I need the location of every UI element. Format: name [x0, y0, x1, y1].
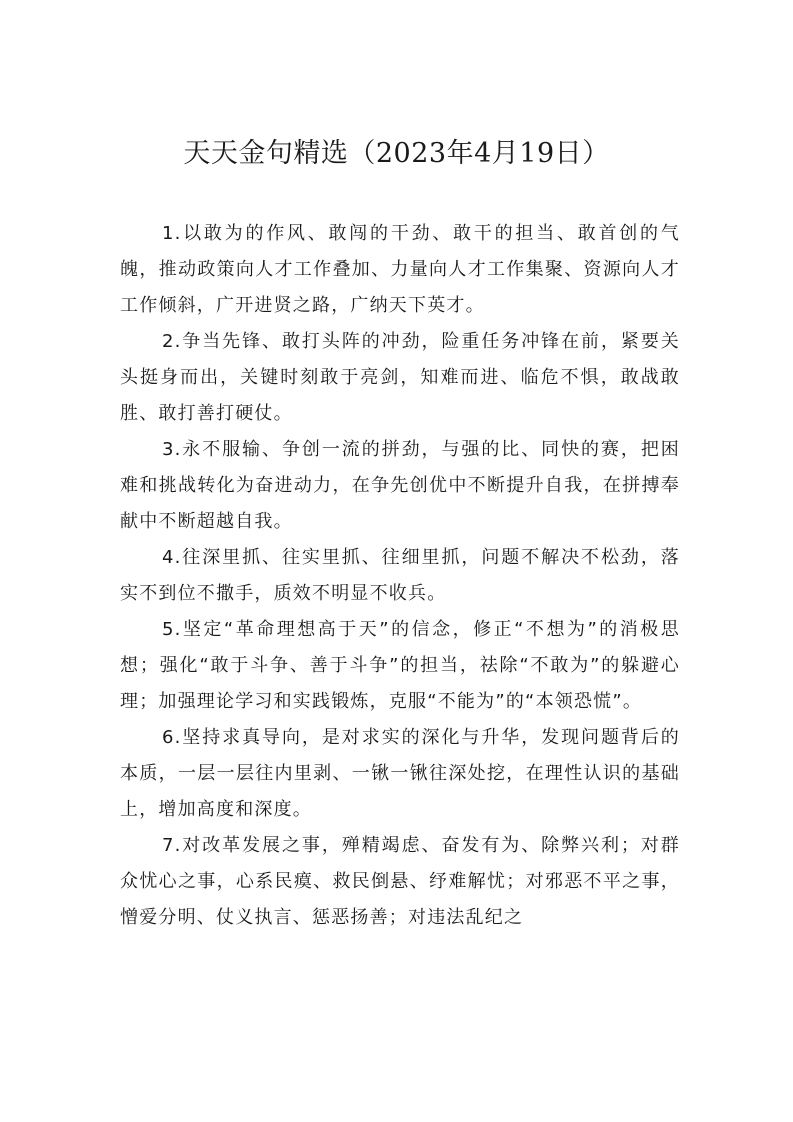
document-title: 天天金句精选（2023年4月19日）: [183, 138, 610, 169]
paragraph-3: 3.永不服输、争创一流的拼劲，与强的比、同快的赛，把困难和挑战转化为奋进动力，在争先创优中不断提升自我，在拼搏奉献中不断超越自我。: [120, 439, 680, 532]
document-body: [120, 216, 680, 936]
paragraph-1: 1.以敢为的作风、敢闯的干劲、敢干的担当、敢首创的气魄，推动政策向人才工作叠加、力量向人才工作集聚、资源向人才工作倾斜，广开进贤之路，广纳天下英才。: [120, 223, 680, 316]
paragraph-6: 6.坚持求真导向，是对求实的深化与升华，发现问题背后的本质，一层一层往内里剥、一锹一锹往深处挖，在理性认识的基础上，增加高度和深度。: [120, 727, 680, 820]
paragraph-4: 4.往深里抓、往实里抓、往细里抓，问题不解决不松劲，落实不到位不撒手，质效不明显不收兵。: [120, 547, 680, 604]
paragraph-5: 5.坚定“革命理想高于天”的信念，修正“不想为”的消极思想；强化“敢于斗争、善于斗争”的担当，祛除“不敢为”的躲避心理；加强理论学习和实践锻炼，克服“不能为”的“本领恐慌”。: [120, 619, 680, 712]
paragraph-2: 2.争当先锋、敢打头阵的冲劲，险重任务冲锋在前，紧要关头挺身而出，关键时刻敢于亮剑，知难而进、临危不惧，敢战敢胜、敢打善打硬仗。: [120, 331, 680, 424]
paragraph-7: 7.对改革发展之事，殚精竭虑、奋发有为、除弊兴利；对群众忧心之事，心系民瘼、救民倒悬、纾难解忧；对邪恶不平之事，憎爱分明、仗义执言、惩恶扬善；对违法乱纪之: [120, 835, 680, 928]
